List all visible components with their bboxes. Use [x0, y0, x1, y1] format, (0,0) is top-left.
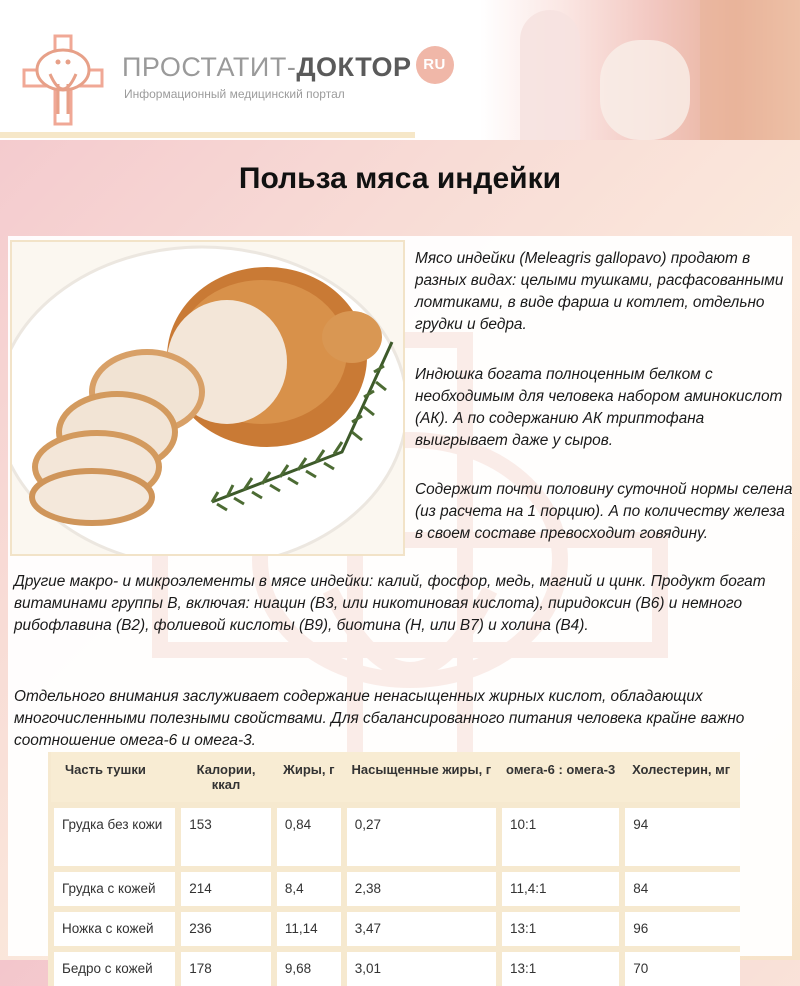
- table-header-cell: Калории, ккал: [178, 752, 274, 805]
- table-header-row: [51, 752, 740, 805]
- table-header-cell: Насыщенные жиры, г: [344, 752, 499, 805]
- article-title: Польза мяса индейки: [238, 162, 562, 195]
- table-row: [51, 909, 740, 949]
- table-cell: 0,84: [274, 805, 344, 869]
- table-cell: 10:1: [499, 805, 622, 869]
- paragraph-2: Индюшка богата полноценным белком с необходимым для человека набором аминокислот (АК). А по содержанию АК триптофана выигрывает даже у сыров.: [415, 366, 783, 449]
- table-cell: 214: [178, 869, 274, 909]
- site-tagline: Информационный медицинский портал: [124, 87, 345, 101]
- table-row: [51, 805, 740, 869]
- table-header-cell: омега-6 : омега-3: [499, 752, 622, 805]
- table-cell: 70: [622, 949, 740, 986]
- divider: [0, 132, 415, 138]
- table-cell: 236: [178, 909, 274, 949]
- paragraph-1: Мясо индейки (Meleagris gallopavo) продают в разных видах: целыми тушками, расфасованными ломтиками, в виде фарша и котлет, отдельно грудки и бедра.: [415, 250, 784, 333]
- table-cell: Ножка с кожей: [51, 909, 178, 949]
- brand-ru-badge: RU: [416, 46, 454, 84]
- table-cell: Грудка без кожи: [51, 805, 178, 869]
- table-row: [51, 869, 740, 909]
- table-cell: 11,14: [274, 909, 344, 949]
- table-cell: 2,38: [344, 869, 499, 909]
- table-cell: 11,4:1: [499, 869, 622, 909]
- table-header-cell: Часть тушки: [51, 752, 178, 805]
- paragraph-5: Отдельного внимания заслуживает содержание ненасыщенных жирных кислот, обладающих многочисленными полезными свойствами. Для сбалансированного питания человека крайне важно соотношение омега-6 и омега-3.: [14, 688, 745, 749]
- table-cell: 13:1: [499, 909, 622, 949]
- table-cell: 0,27: [344, 805, 499, 869]
- table-cell: 94: [622, 805, 740, 869]
- table-header-cell: Холестерин, мг: [622, 752, 740, 805]
- table-cell: 178: [178, 949, 274, 986]
- brand-name[interactable]: [122, 50, 454, 83]
- turkey-photo: [10, 240, 405, 556]
- table-cell: Грудка с кожей: [51, 869, 178, 909]
- table-row: [51, 949, 740, 986]
- table-cell: 84: [622, 869, 740, 909]
- table-cell: 3,47: [344, 909, 499, 949]
- paragraph-4: Другие макро- и микроэлементы в мясе индейки: калий, фосфор, медь, магний и цинк. Продукт богат витаминами группы B, включая: ниацин (B3, или никотиновая кислота), пиридоксин (B6) и немного рибофлавина (B2), фолиевой кислоты (B9), биотина (H, или B7) и холина (B4).: [14, 573, 766, 634]
- site-header: [0, 0, 800, 140]
- table-cell: 9,68: [274, 949, 344, 986]
- nutrition-table: [48, 752, 740, 976]
- header-photo: [480, 0, 800, 140]
- table-cell: 3,01: [344, 949, 499, 986]
- paragraph-3: Содержит почти половину суточной нормы селена (из расчета на 1 порцию). А по количеству железа в своем составе превосходит говядину.: [415, 481, 793, 542]
- table-cell: 153: [178, 805, 274, 869]
- table-cell: Бедро с кожей: [51, 949, 178, 986]
- brand-part1: ПРОСТАТИТ-: [122, 52, 297, 83]
- table-cell: 96: [622, 909, 740, 949]
- brand-part2: ДОКТОР: [296, 52, 412, 83]
- table-header-cell: Жиры, г: [274, 752, 344, 805]
- table-cell: 8,4: [274, 869, 344, 909]
- logo-icon[interactable]: [22, 34, 104, 126]
- table-cell: 13:1: [499, 949, 622, 986]
- turkey-illustration-icon: [12, 242, 403, 554]
